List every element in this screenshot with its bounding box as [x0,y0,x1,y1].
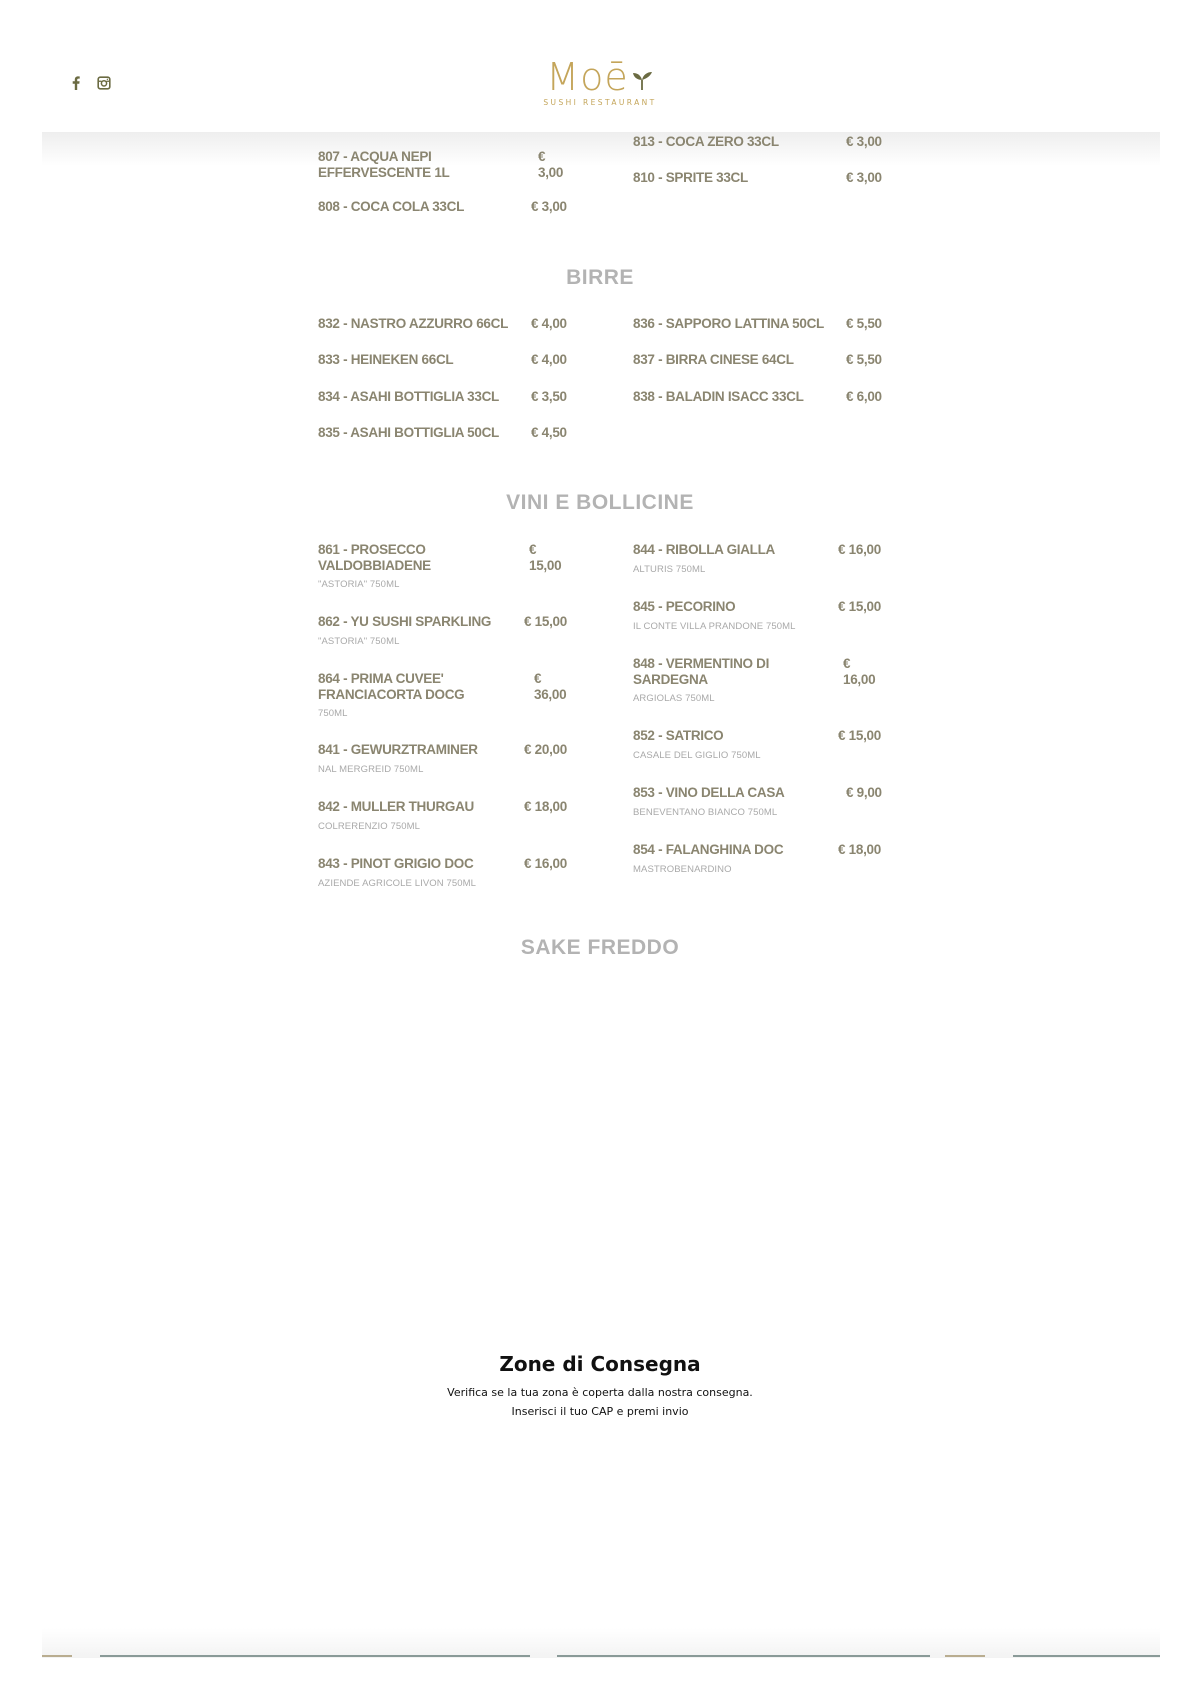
delivery-text-1: Verifica se la tua zona è coperta dalla nostra consegna. [447,1386,753,1399]
logo-subtitle: SUSHI RESTAURANT [543,98,657,107]
footer-divider [945,1655,985,1657]
instagram-icon[interactable] [97,76,111,90]
footer-divider [42,1655,72,1657]
restaurant-logo[interactable] [540,55,660,107]
section-title-vini: VINI E BOLLICINE [506,491,694,514]
footer-divider [1013,1655,1160,1657]
delivery-title: Zone di Consegna [499,1352,701,1376]
logo-wordmark: Moē [546,58,653,96]
delivery-text-2: Inserisci il tuo CAP e premi invio [511,1405,689,1418]
header-shadow [42,132,1160,166]
sprout-icon [630,68,654,92]
site-header [0,0,1200,132]
social-links [69,76,111,90]
footer-divider [557,1655,930,1657]
section-title-sake: SAKE FREDDO [520,936,680,959]
footer-divider [100,1655,530,1657]
section-title-birre: BIRRE [566,266,634,289]
footer-band [42,1628,1160,1658]
facebook-icon[interactable] [69,76,83,90]
